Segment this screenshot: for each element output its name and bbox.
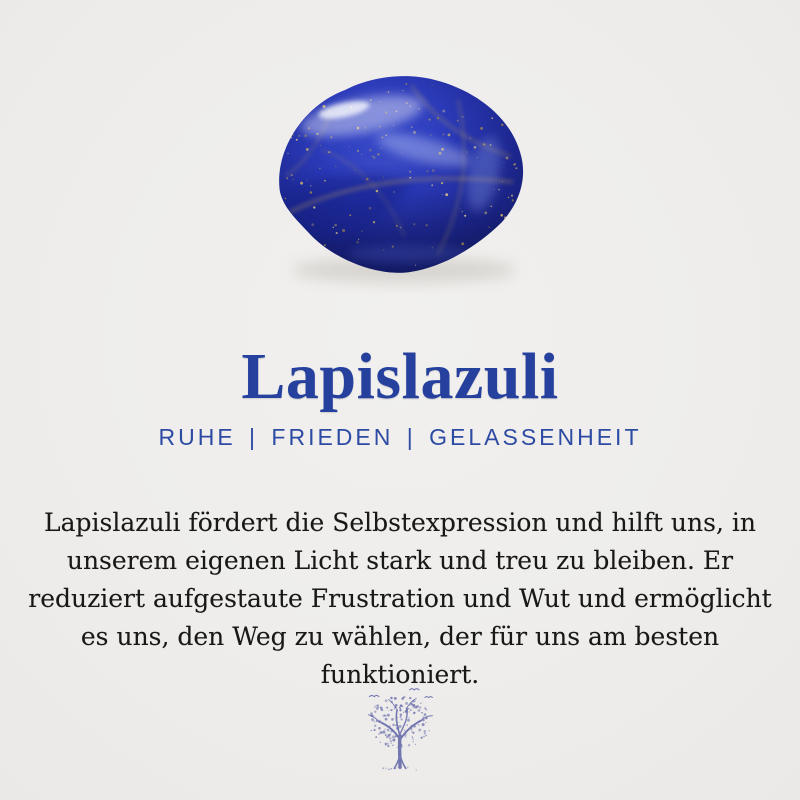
tree-of-life-logo-icon	[352, 688, 448, 774]
keywords-subtitle: RUHE | FRIEDEN | GELASSENHEIT	[158, 424, 642, 450]
lapis-lazuli-stone-photo	[262, 64, 538, 296]
description-text: Lapislazuli fördert die Selbstexpression und hilft uns, in unserem eigenen Licht stark und treu zu bleiben. Er reduziert aufgestaute Frustration und Wut und ermöglicht es uns, den Weg zu wählen, der für uns am besten funktioniert.	[28, 508, 772, 689]
page-title: Lapislazuli	[241, 340, 559, 413]
